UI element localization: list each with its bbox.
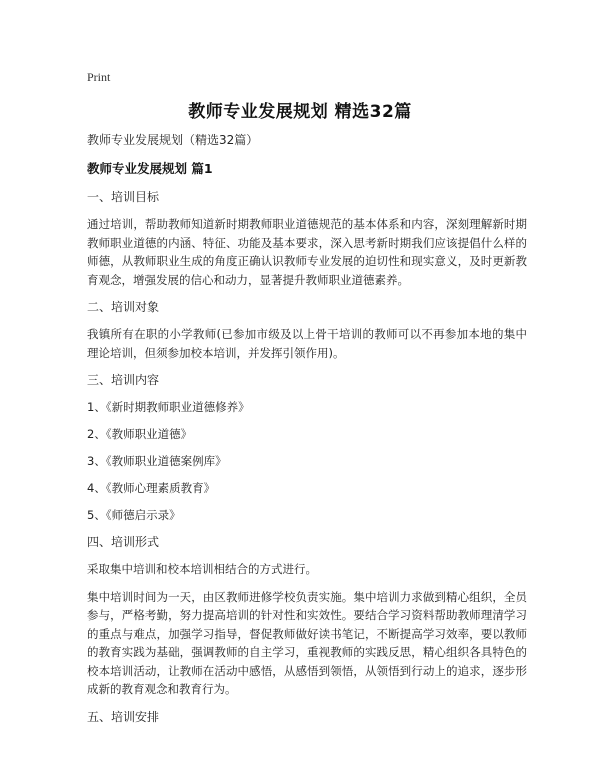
paragraph-training-goals: 通过培训，帮助教师知道新时期教师职业道德规范的基本体系和内容，深刻理解新时期教师职业道德的内涵、特征、功能及基本要求，深入思考新时期我们应该提倡什么样的师德，从教师职业生成的角度正确认识教师专业发展的迫切性和现实意义，及时更新教育观念，增强发展的信心和动力，显著提升教师职业道德素养。 (87, 217, 527, 287)
paragraph-centralized-training: 集中培训时间为一天，由区教师进修学校负责实施。集中培训力求做到精心组织，全员参与，严格考勤，努力提高培训的针对性和实效性。要结合学习资料帮助教师理清学习的重点与难点，加强学习指导，督促教师做好读书笔记，不断提高学习效率，要以教师的教育实践为基础，强调教师的自主学习，重视教师的实践反思，精心组织各具特色的校本培训活动，让教师在活动中感悟，从感悟到领悟，从领悟到行动上的追求，逐步形成新的教育观念和教育行为。 (87, 589, 527, 696)
section-title: 教师专业发展规划 篇1 (87, 161, 213, 176)
heading-training-schedule: 五、培训安排 (87, 709, 160, 724)
document-body (87, 131, 527, 735)
heading-training-format: 四、培训形式 (87, 535, 160, 549)
heading-training-content: 三、培训内容 (87, 373, 160, 387)
document-subtitle: 教师专业发展规划（精选32篇） (87, 133, 259, 147)
heading-training-goals: 一、培训目标 (87, 190, 160, 204)
list-item: 1、《新时期教师职业道德修养》 (87, 400, 250, 414)
list-item: 5、《师德启示录》 (87, 508, 181, 522)
document-title: 教师专业发展规划 精选32篇 (188, 102, 412, 122)
paragraph-training-format: 采取集中培训和校本培训相结合的方式进行。 (87, 562, 317, 576)
print-link[interactable]: Print (87, 70, 111, 84)
heading-training-targets: 二、培训对象 (87, 300, 160, 314)
paragraph-training-targets: 我镇所有在职的小学教师(已参加市级及以上骨干培训的教师可以不再参加本地的集中理论培训，但须参加校本培训，并发挥引领作用)。 (87, 327, 527, 360)
list-item: 2、《教师职业道德》 (87, 427, 193, 441)
list-item: 4、《教师心理素质教育》 (87, 481, 216, 495)
list-item: 3、《教师职业道德案例库》 (87, 454, 227, 468)
